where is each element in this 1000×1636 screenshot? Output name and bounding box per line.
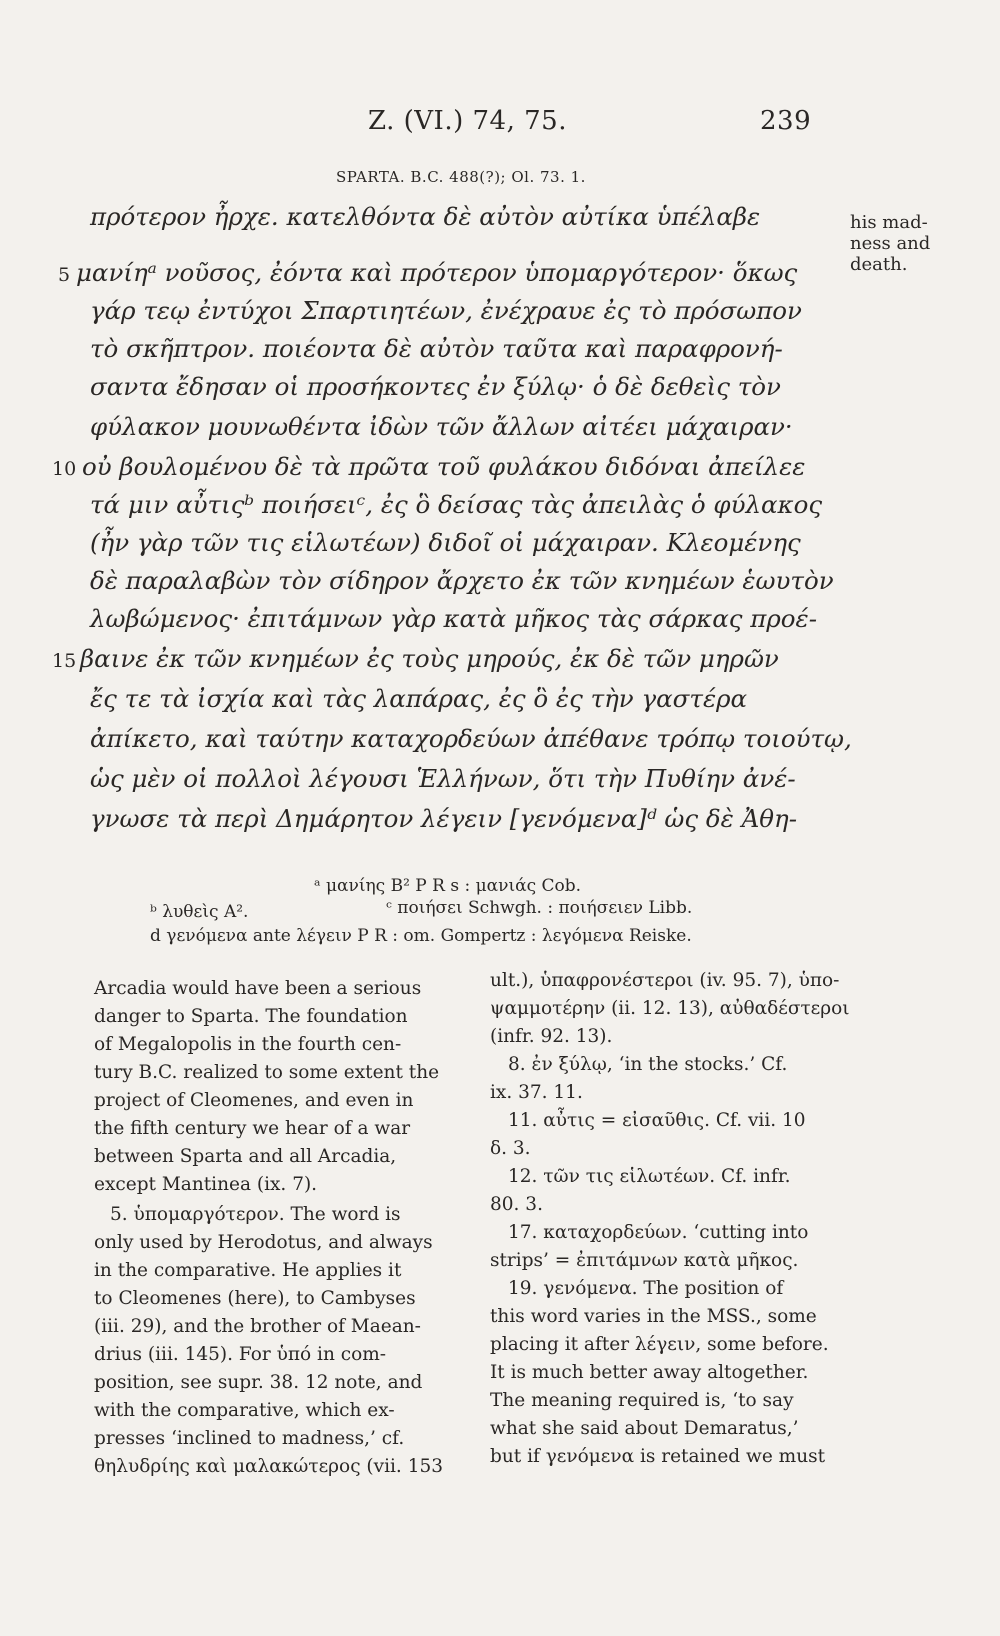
commentary-line: θηλυδρίης καὶ μαλακώτερος (vii. 153 — [94, 1456, 444, 1477]
line-number: 10 — [52, 458, 77, 480]
commentary-line: 11. αὖτις = εἰσαῦθις. Cf. vii. 10 — [508, 1110, 806, 1131]
text-line: μανίηᵃ νοῦσος, ἐόντα καὶ πρότερον ὑπομαργότερον· ὅκως — [76, 258, 798, 287]
commentary-line: placing it after λέγειν, some before. — [490, 1334, 829, 1355]
text-line: τά μιν αὖτιςᵇ ποιήσειᶜ, ἐς ὃ δείσας τὰς ἀπειλὰς ὁ φύλακος — [90, 490, 823, 519]
text-line: οὐ βουλομένου δὲ τὰ πρῶτα τοῦ φυλάκου διδόναι ἀπείλεε — [82, 452, 806, 481]
commentary-line: but if γενόμενα is retained we must — [490, 1446, 826, 1467]
commentary-line: of Megalopolis in the fourth cen- — [94, 1034, 402, 1055]
apparatus-note: ᶜ ποιήσει Schwgh. : ποιήσειεν Libb. — [386, 898, 693, 918]
line-number: 15 — [52, 650, 77, 672]
margin-note — [850, 212, 930, 275]
commentary-line: tury B.C. realized to some extent the — [94, 1062, 440, 1083]
commentary-line: 12. τῶν τις εἱλωτέων. Cf. infr. — [508, 1166, 791, 1187]
text-line: τὸ σκῆπτρον. ποιέοντα δὲ αὐτὸν ταῦτα καὶ παραφρονή- — [90, 334, 783, 363]
commentary-line: δ. 3. — [490, 1138, 531, 1159]
commentary-line: ult.), ὑπαφρονέστεροι (iv. 95. 7), ὑπο- — [490, 970, 840, 991]
commentary-line: 80. 3. — [490, 1194, 543, 1215]
subheading: SPARTA. B.C. 488(?); Ol. 73. 1. — [336, 168, 586, 186]
text-line: ἀπίκετο, καὶ ταύτην καταχορδεύων ἀπέθανε τρόπῳ τοιούτῳ, — [90, 724, 852, 753]
commentary-line: ψαμμοτέρην (ii. 12. 13), αὐθαδέστεροι — [490, 998, 850, 1019]
margin-note-line: ness and — [850, 233, 931, 254]
commentary-line: ix. 37. 11. — [490, 1082, 583, 1103]
commentary-line: to Cleomenes (here), to Cambyses — [94, 1288, 416, 1309]
apparatus-note: ᵇ λυθεὶς A². — [150, 902, 249, 922]
commentary-line: project of Cleomenes, and even in — [94, 1090, 414, 1111]
commentary-line: Arcadia would have been a serious — [94, 978, 422, 999]
text-line: βαινε ἐκ τῶν κνημέων ἐς τοὺς μηρούς, ἐκ δὲ τῶν μηρῶν — [80, 644, 779, 673]
commentary-line: It is much better away altogether. — [490, 1362, 809, 1383]
commentary-line: 19. γενόμενα. The position of — [508, 1278, 784, 1299]
commentary-line: with the comparative, which ex- — [94, 1400, 395, 1421]
commentary-line: only used by Herodotus, and always — [94, 1232, 433, 1253]
text-line: (ἦν γὰρ τῶν τις εἱλωτέων) διδοῖ οἱ μάχαιραν. Κλεομένης — [90, 528, 801, 557]
commentary-line: 17. καταχορδεύων. ‘cutting into — [508, 1222, 809, 1243]
commentary-line: in the comparative. He applies it — [94, 1260, 402, 1281]
commentary-line: danger to Sparta. The foundation — [94, 1006, 408, 1027]
page-number: 239 — [760, 106, 812, 136]
running-head: Z. (VI.) 74, 75. — [368, 106, 567, 136]
text-line: γνωσε τὰ περὶ Δημάρητον λέγειν [γενόμενα]ᵈ ὡς δὲ Ἀθη- — [90, 804, 797, 833]
line-number: 5 — [58, 264, 71, 286]
commentary-line: presses ‘inclined to madness,’ cf. — [94, 1428, 405, 1449]
commentary-line: (infr. 92. 13). — [490, 1026, 613, 1047]
commentary-line: this word varies in the MSS., some — [490, 1306, 817, 1327]
commentary-line: 5. ὑπομαργότερον. The word is — [110, 1204, 401, 1225]
margin-note-line: his mad- — [850, 212, 928, 233]
text-line: πρότερον ἦρχε. κατελθόντα δὲ αὐτὸν αὐτίκα ὑπέλαβε — [90, 202, 761, 231]
text-line: γάρ τεῳ ἐντύχοι Σπαρτιητέων, ἐνέχραυε ἐς τὸ πρόσωπον — [90, 296, 802, 325]
commentary-line: except Mantinea (ix. 7). — [94, 1174, 318, 1195]
commentary-line: the fifth century we hear of a war — [94, 1118, 411, 1139]
commentary-line: drius (iii. 145). For ὑπό in com- — [94, 1344, 387, 1365]
commentary-line: between Sparta and all Arcadia, — [94, 1146, 397, 1167]
apparatus-note: d γενόμενα ante λέγειν P R : om. Gompertz : λεγόμενα Reiske. — [150, 926, 692, 946]
text-line: δὲ παραλαβὼν τὸν σίδηρον ἄρχετο ἐκ τῶν κνημέων ἑωυτὸν — [90, 566, 834, 595]
text-line: φύλακον μουνωθέντα ἰδὼν τῶν ἄλλων αἰτέει μάχαιραν· — [90, 412, 793, 441]
apparatus-note: ᵃ μανίης B² P R s : μανιάς Cob. — [314, 876, 582, 896]
commentary-line: what she said about Demaratus,’ — [490, 1418, 799, 1439]
commentary-line: The meaning required is, ‘to say — [490, 1390, 794, 1411]
commentary-line: position, see supr. 38. 12 note, and — [94, 1372, 423, 1393]
text-line: λωβώμενος· ἐπιτάμνων γὰρ κατὰ μῆκος τὰς σάρκας προέ- — [90, 604, 817, 633]
commentary-line: strips’ = ἐπιτάμνων κατὰ μῆκος. — [490, 1250, 799, 1271]
commentary-line: (iii. 29), and the brother of Maean- — [94, 1316, 421, 1337]
text-line: ὡς μὲν οἱ πολλοὶ λέγουσι Ἑλλήνων, ὅτι τὴν Πυθίην ἀνέ- — [90, 764, 796, 793]
text-line: σαντα ἔδησαν οἱ προσήκοντες ἐν ξύλῳ· ὁ δὲ δεθεὶς τὸν — [90, 372, 781, 401]
margin-note-line: death. — [850, 254, 908, 275]
commentary-line: 8. ἐν ξύλῳ, ‘in the stocks.’ Cf. — [508, 1054, 788, 1075]
text-line: ἔς τε τὰ ἰσχία καὶ τὰς λαπάρας, ἐς ὃ ἐς τὴν γαστέρα — [90, 684, 748, 713]
